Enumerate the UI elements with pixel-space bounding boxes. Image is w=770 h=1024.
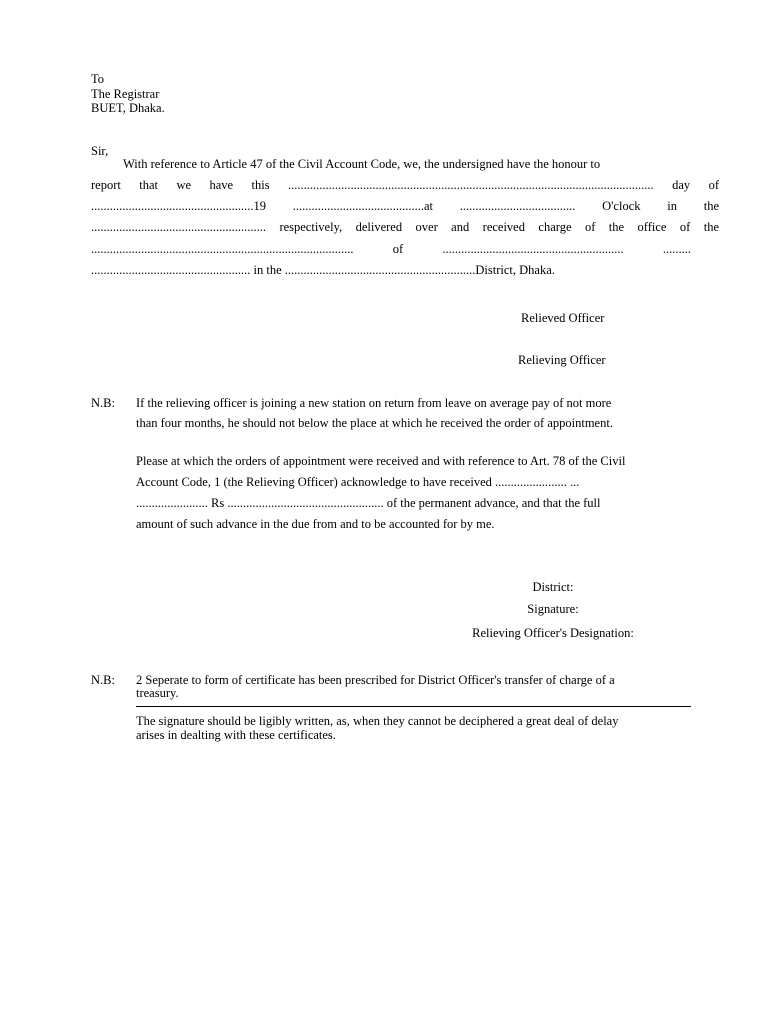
address-recipient: The Registrar <box>91 87 160 101</box>
designation-label: Relieving Officer's Designation: <box>472 626 634 640</box>
relieved-officer-label: Relieved Officer <box>521 311 605 325</box>
body-line: ........................................................ respectively, delivered over and received charge of the office of the <box>91 220 719 234</box>
salutation: Sir, <box>91 144 109 158</box>
footnote-text: arises in dealting with these certificates. <box>136 728 336 742</box>
note-text: If the relieving officer is joining a new station on return from leave on average pay of not more <box>136 396 612 410</box>
body-line: report that we have this ..................................................................................................................... day of <box>91 178 719 192</box>
paragraph-line: Please at which the orders of appointment were received and with reference to Art. 78 of the Civil <box>136 454 626 468</box>
signature-label: Signature: <box>527 602 579 616</box>
address-to: To <box>91 72 105 86</box>
paragraph-line: Account Code, 1 (the Relieving Officer) acknowledge to have received ....................... ... <box>136 475 580 489</box>
paragraph-line: amount of such advance in the due from and to be accounted for by me. <box>136 517 495 531</box>
address-place: BUET, Dhaka. <box>91 101 165 115</box>
note-text: than four months, he should not below the place at which he received the order of appointment. <box>136 416 613 430</box>
note-label: N.B: <box>91 673 115 687</box>
paragraph-line: ....................... Rs .................................................. of the permanent advance, and that the full <box>136 496 601 510</box>
body-line: With reference to Article 47 of the Civil Account Code, we, the undersigned have the honour to <box>123 157 601 171</box>
note-label: N.B: <box>91 396 115 410</box>
district-label: District: <box>532 580 574 594</box>
note-text: treasury. <box>136 686 179 700</box>
relieving-officer-label: Relieving Officer <box>518 353 606 367</box>
body-line: ................................................... in the .............................................................District, Dhaka. <box>91 263 555 277</box>
divider-rule <box>136 706 691 707</box>
body-line: .................................................................................... of .......................................................... ......... <box>91 242 691 256</box>
note-text: 2 Seperate to form of certificate has been prescribed for District Officer's transfer of charge of a <box>136 673 615 687</box>
body-line: ....................................................19 ..........................................at ..................................... O'clock in the <box>91 199 719 213</box>
footnote-text: The signature should be ligibly written, as, when they cannot be deciphered a great deal of delay <box>136 714 619 728</box>
